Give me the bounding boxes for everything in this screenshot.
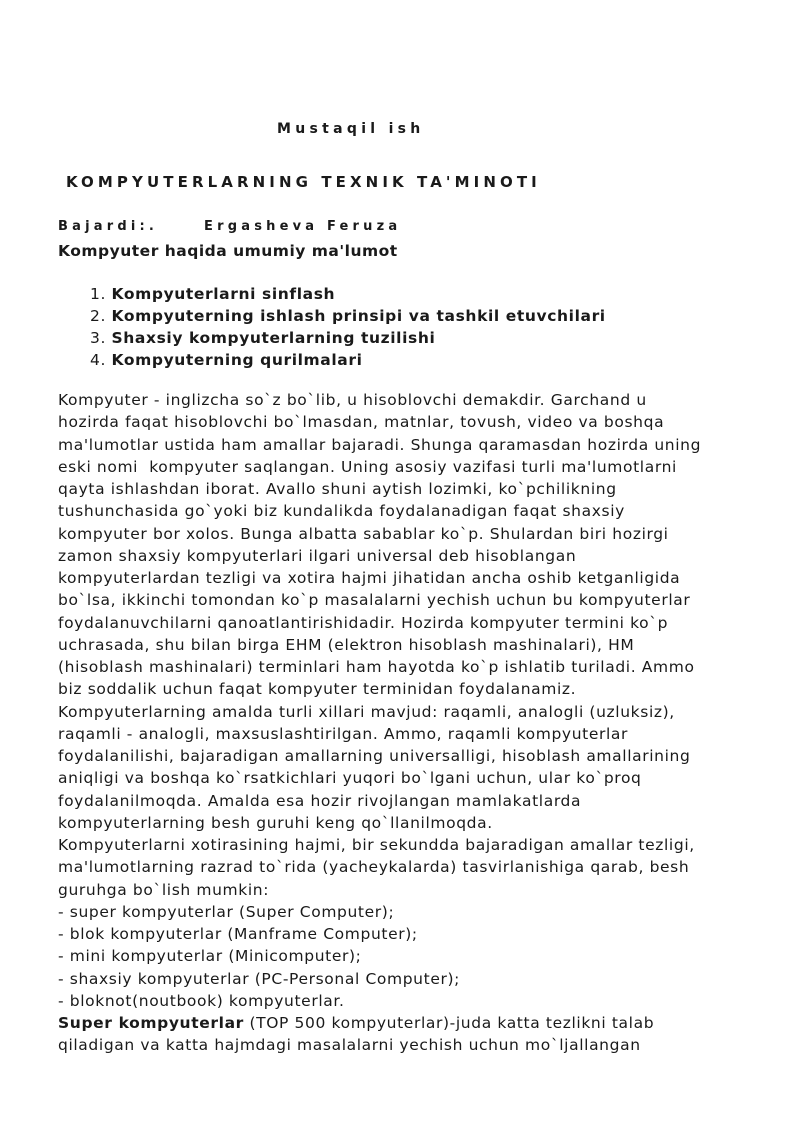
body-line: foydalanilishi, bajaradigan amallarning universalligi, hisoblash amallarining [58, 747, 691, 765]
body-line: foydalanilmoqda. Amalda esa hozir rivojlangan mamlakatlarda [58, 791, 582, 810]
toc-item [58, 283, 606, 305]
toc-label: Shaxsiy kompyuterlarning tuzilishi [111, 329, 436, 347]
body-line: Kompyuterlarni xotirasining hajmi, bir sekundda bajaradigan amallar tezligi, [58, 836, 695, 854]
toc-label: Kompyuterning ishlash prinsipi va tashkil etuvchilari [111, 307, 606, 325]
toc-item [58, 349, 606, 371]
author-label: Bajardi:. [58, 219, 159, 234]
body-line: uchrasada, shu bilan birga EHM (elektron hisoblash mashinalari), HM [58, 635, 635, 654]
body-line: guruhga bo`lish mumkin: [58, 880, 270, 899]
body-line: - blok kompyuterlar (Manframe Computer); [58, 925, 418, 943]
super-paragraph-line [58, 1012, 758, 1034]
body-line: eski nomi kompyuter saqlangan. Uning asosiy vazifasi turli ma'lumotlarni [58, 457, 677, 476]
toc-number: 3. [90, 329, 106, 347]
body-line: ma'lumotlarning razrad to`rida (yacheykalarda) tasvirlanishiga qarab, besh [58, 858, 690, 877]
author-name: Ergasheva Feruza [204, 219, 402, 234]
body-line: kompyuterlardan tezligi va xotira hajmi jihatidan ancha oshib ketganligida [58, 569, 681, 587]
body-line: - bloknot(noutbook) kompyuterlar. [58, 991, 345, 1010]
body-line: Kompyuter - inglizcha so`z bo`lib, u hisoblovchi demakdir. Garchand u [58, 391, 647, 409]
super-paragraph-line: qiladigan va katta hajmdagi masalalarni yechish uchun mo`ljallangan [58, 1036, 641, 1055]
body-line: - super kompyuterlar (Super Computer); [58, 902, 395, 921]
toc-label: Kompyuterlarni sinflash [111, 285, 336, 303]
section-heading: Kompyuter haqida umumiy ma'lumot [58, 242, 398, 260]
body-line: qayta ishlashdan iborat. Avallo shuni aytish lozimki, ko`pchilikning [58, 480, 617, 498]
toc-label: Kompyuterning qurilmalari [111, 351, 363, 369]
super-paragraph-text: (TOP 500 kompyuterlar)-juda katta tezlikni talab [243, 1014, 655, 1032]
body-line: biz soddalik uchun faqat kompyuter terminidan foydalanamiz. [58, 680, 577, 699]
document-type: Mustaqil ish [277, 121, 425, 137]
body-line: foydalanuvchilarni qanoatlantirishidadir. Hozirda kompyuter termini ko`p [58, 613, 669, 632]
body-line: ma'lumotlar ustida ham amallar bajaradi. Shunga qaramasdan hozirda uning [58, 435, 702, 454]
toc-item [58, 327, 606, 349]
toc-item [58, 305, 606, 327]
body-line: kompyuterlarning besh guruhi keng qo`llanilmoqda. [58, 813, 493, 832]
body-line: raqamli - analogli, maxsuslashtirilgan. Ammo, raqamli kompyuterlar [58, 724, 629, 743]
table-of-contents [58, 283, 606, 371]
body-line: (hisoblash mashinalari) terminlari ham hayotda ko`p ishlatib turiladi. Ammo [58, 658, 695, 676]
body-line: tushunchasida go`yoki biz kundalikda foydalanadigan faqat shaxsiy [58, 502, 625, 521]
toc-number: 4. [90, 351, 106, 369]
super-kompyuterlar-term: Super kompyuterlar [58, 1014, 244, 1032]
body-line: aniqligi va boshqa ko`rsatkichlari yuqori bo`lgani uchun, ular ko`proq [58, 769, 642, 788]
body-line: hozirda faqat hisoblovchi bo`lmasdan, matnlar, tovush, video va boshqa [58, 413, 665, 432]
toc-number: 2. [90, 307, 106, 325]
body-line: - shaxsiy kompyuterlar (PC-Personal Computer); [58, 969, 460, 988]
body-line: zamon shaxsiy kompyuterlari ilgari universal deb hisoblangan [58, 546, 577, 565]
author-line [58, 219, 401, 234]
document-title: KOMPYUTERLARNING TEXNIK TA'MINOTI [66, 173, 541, 191]
body-text [58, 389, 758, 1057]
body-line: - mini kompyuterlar (Minicomputer); [58, 947, 362, 966]
body-line: kompyuter bor xolos. Bunga albatta sabablar ko`p. Shulardan biri hozirgi [58, 524, 669, 543]
body-line: bo`lsa, ikkinchi tomondan ko`p masalalarni yechish uchun bu kompyuterlar [58, 591, 691, 610]
toc-number: 1. [90, 285, 106, 303]
body-line: Kompyuterlarning amalda turli xillari mavjud: raqamli, analogli (uzluksiz), [58, 702, 675, 721]
